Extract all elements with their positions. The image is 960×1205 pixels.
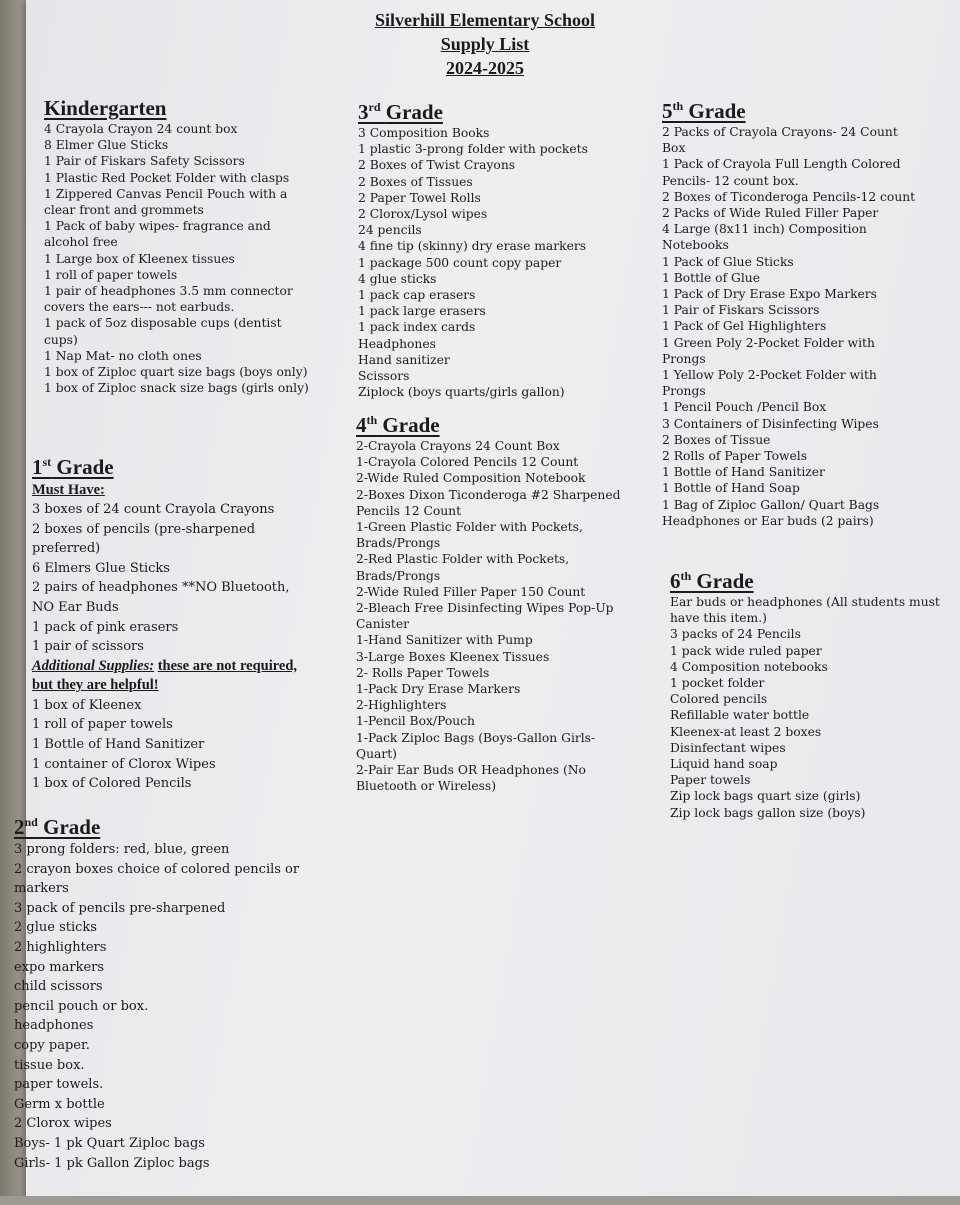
list-item: 1 Bottle of Hand Sanitizer [662, 465, 825, 480]
list-item: 1 Bottle of Glue [662, 270, 760, 285]
list-item: 1 Pack of Gel Highlighters [662, 319, 827, 334]
list-item: 1 Pair of Fiskars Safety Scissors [44, 154, 245, 169]
fifth-grade-heading: 5th Grade [662, 99, 746, 123]
fourth-grade-list [356, 438, 621, 794]
list-item: tissue box. [14, 1057, 85, 1073]
list-item: Liquid hand soap [670, 757, 778, 772]
list-item: 1 pocket folder [670, 676, 765, 691]
list-item: Refillable water bottle [670, 708, 810, 723]
list-item: 3 pack of pencils pre-sharpened [14, 900, 226, 916]
list-item: 2 Clorox/Lysol wipes [358, 207, 488, 222]
list-item: 1-Hand Sanitizer with Pump [356, 633, 533, 648]
list-item: 1 box of Kleenex [32, 697, 142, 713]
list-item: 1 Pack of baby wipes- fragrance and alcohol free [44, 219, 271, 250]
list-item: 3-Large Boxes Kleenex Tissues [356, 649, 550, 664]
sixth-grade-heading: 6th Grade [670, 569, 754, 593]
list-item: 1 Pencil Pouch /Pencil Box [662, 400, 827, 415]
list-item: 1 Green Poly 2-Pocket Folder with Prongs [662, 335, 875, 366]
list-item: 4 Large (8x11 inch) Composition Notebooks [662, 222, 867, 253]
list-item: 1-Green Plastic Folder with Pockets, Brads/Prongs [356, 520, 583, 551]
list-item: 3 packs of 24 Pencils [670, 627, 801, 642]
fifth-grade-section [662, 94, 917, 529]
list-item: Germ x bottle [14, 1096, 105, 1112]
list-item: 4 Crayola Crayon 24 count box [44, 122, 238, 136]
list-item: 2 Boxes of Tissues [358, 174, 473, 189]
list-item: 4 glue sticks [358, 271, 437, 286]
list-item: 2-Red Plastic Folder with Pockets, Brads/Prongs [356, 552, 570, 583]
list-item: 1 Pack of Dry Erase Expo Markers [662, 287, 877, 302]
school-year: 2024-2025 [446, 58, 524, 78]
list-item: 2 Boxes of Ticonderoga Pencils-12 count [662, 189, 916, 204]
list-item: 3 Composition Books [358, 126, 490, 140]
list-item: 1 box of Colored Pencils [32, 776, 192, 792]
list-item: 2 Rolls of Paper Towels [662, 449, 808, 464]
second-grade-section [14, 810, 304, 1173]
list-item: expo markers [14, 959, 105, 975]
first-grade-additional-list [32, 696, 307, 794]
school-name: Silverhill Elementary School [375, 10, 595, 30]
list-item: copy paper. [14, 1037, 90, 1053]
list-item: 2 Packs of Crayola Crayons- 24 Count Box [662, 125, 898, 156]
second-grade-list [14, 840, 304, 1173]
list-item: 3 boxes of 24 count Crayola Crayons [32, 502, 275, 517]
list-item: 1 Bottle of Hand Sanitizer [32, 736, 205, 752]
list-item: Scissors [358, 369, 410, 384]
list-item: 1 pack cap erasers [358, 288, 476, 303]
first-grade-section [32, 450, 307, 794]
list-item: 1 pack large erasers [358, 304, 486, 319]
list-item: 2 Clorox wipes [14, 1116, 112, 1132]
list-item: 1 pack wide ruled paper [670, 643, 822, 658]
page-title: Supply List [440, 34, 530, 54]
second-grade-heading: 2nd Grade [14, 815, 101, 839]
list-item: Ear buds or headphones (All students must have this item.) [670, 595, 940, 626]
list-item: 1 Pack of Crayola Full Length Colored Pencils- 12 count box. [662, 157, 901, 188]
list-item: 2-Highlighters [356, 698, 447, 713]
list-item: 6 Elmers Glue Sticks [32, 560, 170, 576]
list-item: 2-Wide Ruled Filler Paper 150 Count [356, 584, 586, 599]
list-item: 2 Packs of Wide Ruled Filler Paper [662, 206, 879, 221]
list-item: 2 glue sticks [14, 920, 97, 936]
list-item: 1 Nap Mat- no cloth ones [44, 348, 202, 363]
list-item: Disinfectant wipes [670, 740, 786, 755]
list-item: 2-Bleach Free Disinfecting Wipes Pop-Up Canister [356, 601, 614, 632]
list-item: Girls- 1 pk Gallon Ziploc bags [14, 1155, 210, 1171]
list-item: 1 Zippered Canvas Pencil Pouch with a clear front and grommets [44, 186, 288, 218]
list-item: Paper towels [670, 773, 751, 788]
list-item: 1 pack of pink erasers [32, 619, 179, 635]
list-item: 1-Pack Ziploc Bags (Boys-Gallon Girls-Quart) [356, 730, 596, 761]
kindergarten-heading: Kindergarten [44, 96, 167, 120]
list-item: 2- Rolls Paper Towels [356, 665, 490, 680]
list-item: 4 Composition notebooks [670, 659, 828, 674]
list-item: 3 Containers of Disinfecting Wipes [662, 416, 879, 431]
additional-supplies-note: Additional Supplies: these are not required, but they are helpful! [32, 657, 298, 694]
list-item: 1 container of Clorox Wipes [32, 756, 216, 772]
list-item: 2-Pair Ear Buds OR Headphones (No Bluetooth or Wireless) [356, 763, 586, 794]
kindergarten-section [44, 96, 314, 396]
list-item: 2 crayon boxes choice of colored pencils or markers [14, 861, 300, 897]
sixth-grade-section [670, 564, 940, 821]
list-item: 1-Pack Dry Erase Markers [356, 682, 521, 697]
list-item: paper towels. [14, 1077, 104, 1093]
list-item: 1 pack of 5oz disposable cups (dentist cups) [44, 316, 282, 347]
list-item: 2-Boxes Dixon Ticonderoga #2 Sharpened Pencils 12 Count [356, 487, 621, 518]
list-item: 1 roll of paper towels [44, 267, 178, 282]
list-item: 8 Elmer Glue Sticks [44, 138, 169, 153]
list-item: 1 Bottle of Hand Soap [662, 481, 800, 496]
fourth-grade-heading: 4th Grade [356, 413, 440, 437]
list-item: 1 Bag of Ziploc Gallon/ Quart Bags [662, 497, 880, 512]
fifth-grade-list [662, 124, 917, 529]
list-item: 4 fine tip (skinny) dry erase markers [358, 239, 587, 254]
list-item: 2 highlighters [14, 939, 107, 955]
list-item: 2 Boxes of Twist Crayons [358, 158, 516, 173]
third-grade-heading: 3rd Grade [358, 100, 443, 124]
fourth-grade-section [356, 408, 621, 794]
list-item: Headphones or Ear buds (2 pairs) [662, 513, 874, 528]
list-item: 1-Pencil Box/Pouch [356, 714, 475, 729]
list-item: Kleenex-at least 2 boxes [670, 724, 822, 739]
list-item: child scissors [14, 979, 103, 995]
first-grade-must-list [32, 500, 307, 657]
list-item: 1 Large box of Kleenex tissues [44, 251, 235, 266]
list-item: 1 pair of scissors [32, 639, 144, 655]
list-item: 1-Crayola Colored Pencils 12 Count [356, 455, 579, 470]
list-item: 1 roll of paper towels [32, 717, 173, 733]
list-item: Ziplock (boys quarts/girls gallon) [358, 385, 565, 400]
list-item: Zip lock bags gallon size (boys) [670, 805, 866, 820]
list-item: 1 Plastic Red Pocket Folder with clasps [44, 170, 290, 185]
list-item: pencil pouch or box. [14, 998, 149, 1014]
list-item: Hand sanitizer [358, 352, 450, 367]
list-item: 2 boxes of pencils (pre-sharpened preferred) [32, 521, 256, 557]
list-item: 2 pairs of headphones **NO Bluetooth, NO Ear Buds [32, 580, 290, 615]
list-item: 2 Paper Towel Rolls [358, 190, 481, 205]
sixth-grade-list [670, 594, 940, 821]
must-have-label: Must Have: [32, 482, 105, 498]
list-item: Colored pencils [670, 692, 768, 707]
page-header [300, 8, 670, 80]
first-grade-heading: 1st Grade [32, 455, 114, 479]
list-item: 1 box of Ziploc snack size bags (girls only) [44, 381, 309, 396]
list-item: 1 package 500 count copy paper [358, 255, 562, 270]
list-item: Headphones [358, 336, 436, 351]
list-item: Boys- 1 pk Quart Ziploc bags [14, 1135, 205, 1151]
list-item: 2 Boxes of Tissue [662, 432, 771, 447]
list-item: 2-Crayola Crayons 24 Count Box [356, 439, 560, 453]
list-item: 2-Wide Ruled Composition Notebook [356, 471, 586, 486]
list-item: 1 Pair of Fiskars Scissors [662, 303, 820, 318]
list-item: Zip lock bags quart size (girls) [670, 789, 861, 804]
list-item: 1 pair of headphones 3.5 mm connector covers the ears--- not earbuds. [44, 284, 293, 315]
third-grade-section [358, 95, 638, 400]
list-item: 1 Yellow Poly 2-Pocket Folder with Prongs [662, 368, 877, 399]
list-item: 1 pack index cards [358, 320, 476, 335]
list-item: 24 pencils [358, 223, 422, 238]
list-item: 1 Pack of Glue Sticks [662, 254, 794, 269]
list-item: 1 plastic 3-prong folder with pockets [358, 142, 588, 157]
kindergarten-list [44, 121, 314, 396]
list-item: 3 prong folders: red, blue, green [14, 842, 230, 857]
list-item: 1 box of Ziploc quart size bags (boys only) [44, 365, 308, 380]
third-grade-list [358, 125, 638, 400]
table-bottom-edge [0, 1196, 960, 1205]
list-item: headphones [14, 1018, 94, 1034]
